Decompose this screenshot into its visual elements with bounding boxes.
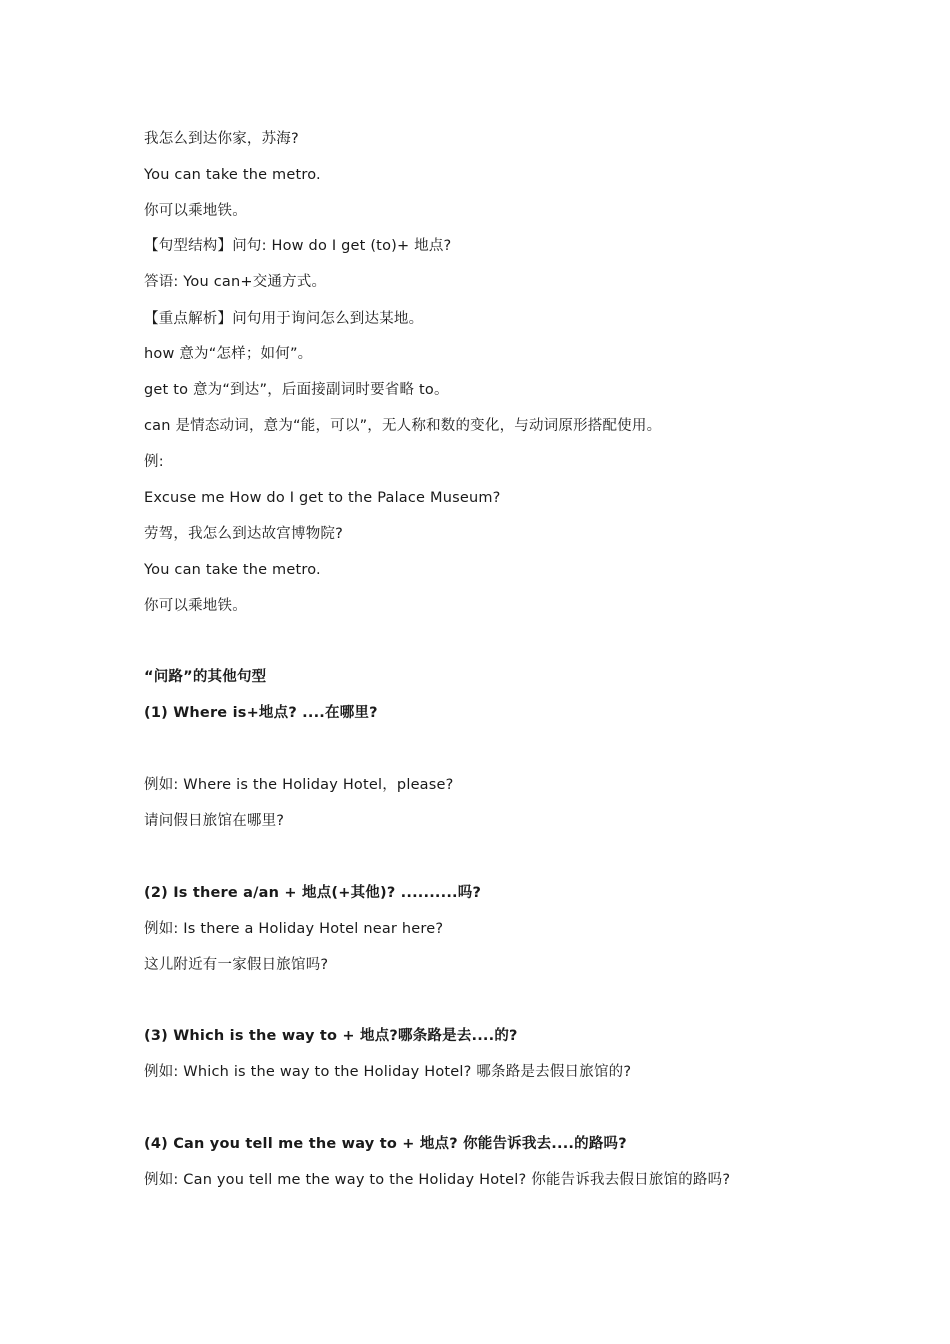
text-line: 我怎么到达你家，苏海? — [144, 131, 299, 147]
pattern-example: 例如: Can you tell me the way to the Holiday Hotel? 你能告诉我去假日旅馆的路吗? — [144, 1172, 731, 1188]
text-line: 你可以乘地铁。 — [144, 598, 247, 614]
sentence-structure-line: 【句型结构】问句: How do I get (to)+ 地点? — [144, 238, 452, 254]
text-line: 你可以乘地铁。 — [144, 203, 247, 219]
text-line: can 是情态动词，意为“能，可以”，无人称和数的变化，与动词原形搭配使用。 — [144, 418, 662, 434]
text-line: 劳驾，我怎么到达故宫博物院? — [144, 526, 343, 542]
answer-structure-line: 答语: You can+交通方式。 — [144, 274, 327, 290]
example-label: 例: — [144, 454, 164, 470]
text-line: Excuse me How do I get to the Palace Museum? — [144, 490, 501, 506]
section-heading: “问路”的其他句型 — [144, 669, 267, 685]
pattern-title: (3) Which is the way to + 地点?哪条路是去....的? — [144, 1028, 518, 1044]
text-line: You can take the metro. — [144, 167, 321, 183]
pattern-title: (4) Can you tell me the way to + 地点? 你能告诉我去....的路吗? — [144, 1136, 627, 1152]
pattern-example: 例如: Which is the way to the Holiday Hotel? 哪条路是去假日旅馆的? — [144, 1064, 632, 1080]
key-analysis-line: 【重点解析】问句用于询问怎么到达某地。 — [144, 311, 424, 327]
text-line: You can take the metro. — [144, 562, 321, 578]
pattern-title: (1) Where is+地点? ....在哪里? — [144, 705, 378, 721]
pattern-translation: 这儿附近有一家假日旅馆吗? — [144, 957, 329, 973]
pattern-example: 例如: Is there a Holiday Hotel near here? — [144, 921, 444, 937]
pattern-title: (2) Is there a/an + 地点(+其他)? ..........吗? — [144, 885, 482, 901]
pattern-example: 例如: Where is the Holiday Hotel，please? — [144, 777, 454, 793]
text-line: how 意为“怎样；如何”。 — [144, 346, 313, 362]
pattern-translation: 请问假日旅馆在哪里? — [144, 813, 285, 829]
text-line: get to 意为“到达”，后面接副词时要省略 to。 — [144, 382, 449, 398]
